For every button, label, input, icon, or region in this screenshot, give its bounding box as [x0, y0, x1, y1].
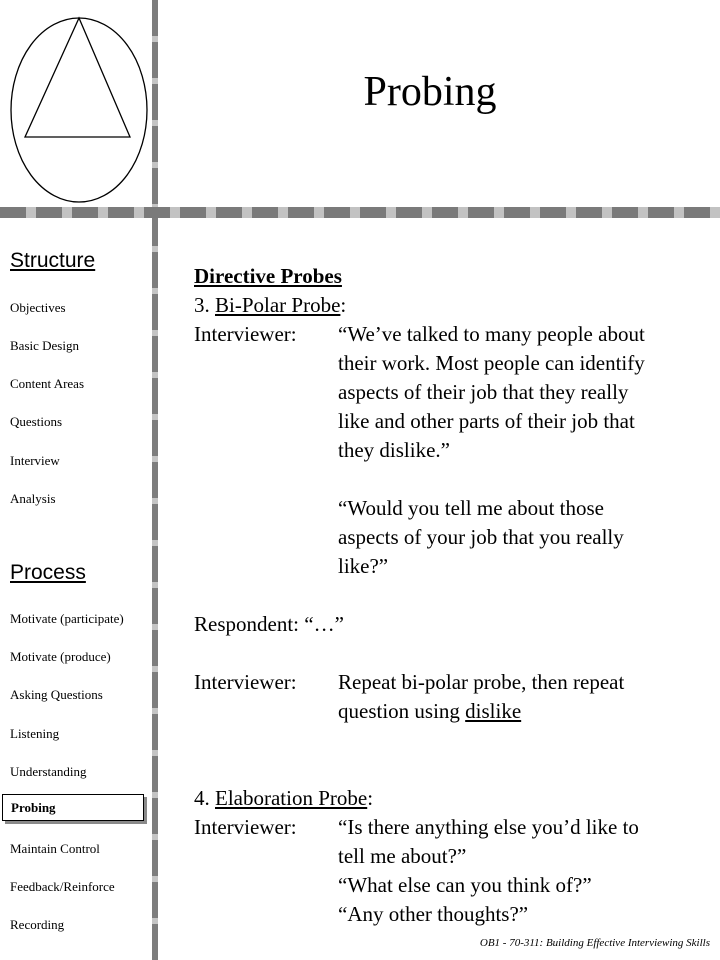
elaboration-probe-name: Elaboration Probe [215, 786, 368, 810]
elaboration-line: tell me about?” [338, 844, 467, 868]
elaboration-line: “Any other thoughts?” [338, 902, 529, 926]
bipolar-probe-label [194, 291, 346, 320]
nav-item-listening[interactable]: Listening [10, 726, 60, 741]
nav-item-probing-active[interactable]: Probing [2, 794, 144, 821]
nav-item-recording[interactable]: Recording [10, 917, 65, 932]
respondent-line [194, 610, 344, 639]
quote-line: “Would you tell me about those [338, 496, 605, 520]
nav-item-understanding[interactable]: Understanding [10, 764, 87, 779]
nav-item-feedback-reinforce[interactable]: Feedback/Reinforce [10, 879, 115, 894]
nav-item-maintain-control[interactable]: Maintain Control [10, 841, 100, 856]
nav-item-motivate-participate[interactable]: Motivate (participate) [10, 611, 124, 626]
page-title: Probing [363, 69, 497, 115]
process-heading: Process [10, 561, 86, 584]
repeat-instruction: Repeat bi-polar probe, then repeat [338, 670, 625, 694]
bipolar-probe-name: Bi-Polar Probe [215, 293, 341, 317]
bipolar-colon: : [340, 293, 347, 317]
nav-item-asking-questions[interactable]: Asking Questions [10, 687, 103, 702]
nav-item-interview[interactable]: Interview [10, 453, 60, 468]
elaboration-colon: : [367, 786, 374, 810]
dislike-word: dislike [465, 699, 522, 723]
respondent-label: Respondent: [194, 612, 299, 636]
nav-item-analysis[interactable]: Analysis [10, 491, 56, 506]
nav-item-objectives[interactable]: Objectives [10, 300, 66, 315]
interviewer-label: Interviewer: [194, 815, 297, 839]
bipolar-number: 3. [194, 293, 210, 317]
interviewer-label: Interviewer: [194, 322, 297, 346]
elaboration-probe-label [194, 784, 373, 813]
interviewer-label: Interviewer: [194, 670, 297, 694]
repeat-instruction-2 [338, 697, 521, 726]
nav-item-basic-design[interactable]: Basic Design [10, 338, 79, 353]
nav-item-motivate-produce[interactable]: Motivate (produce) [10, 649, 111, 664]
quote-line: like and other parts of their job that [338, 409, 635, 433]
vertical-divider [152, 0, 158, 960]
nav-item-content-areas[interactable]: Content Areas [10, 376, 85, 391]
respondent-text: “…” [304, 612, 344, 636]
directive-probes-heading: Directive Probes [194, 264, 342, 288]
elaboration-line: “What else can you think of?” [338, 873, 592, 897]
quote-line: their work. Most people can identify [338, 351, 645, 375]
structure-heading: Structure [10, 249, 96, 272]
elaboration-number: 4. [194, 786, 210, 810]
elaboration-line: “Is there anything else you’d like to [338, 815, 639, 839]
quote-line: “We’ve talked to many people about [338, 322, 645, 346]
triangle-circle-logo [9, 15, 149, 205]
nav-item-questions[interactable]: Questions [10, 414, 62, 429]
footer-course-title: OB1 - 70-311: Building Effective Interviewing Skills [479, 937, 710, 949]
quote-line: like?” [338, 554, 389, 578]
repeat-prefix: question using [338, 699, 466, 723]
quote-line: aspects of your job that you really [338, 525, 624, 549]
horizontal-divider [0, 207, 720, 218]
quote-line: they dislike.” [338, 438, 450, 462]
quote-line: aspects of their job that they really [338, 380, 629, 404]
